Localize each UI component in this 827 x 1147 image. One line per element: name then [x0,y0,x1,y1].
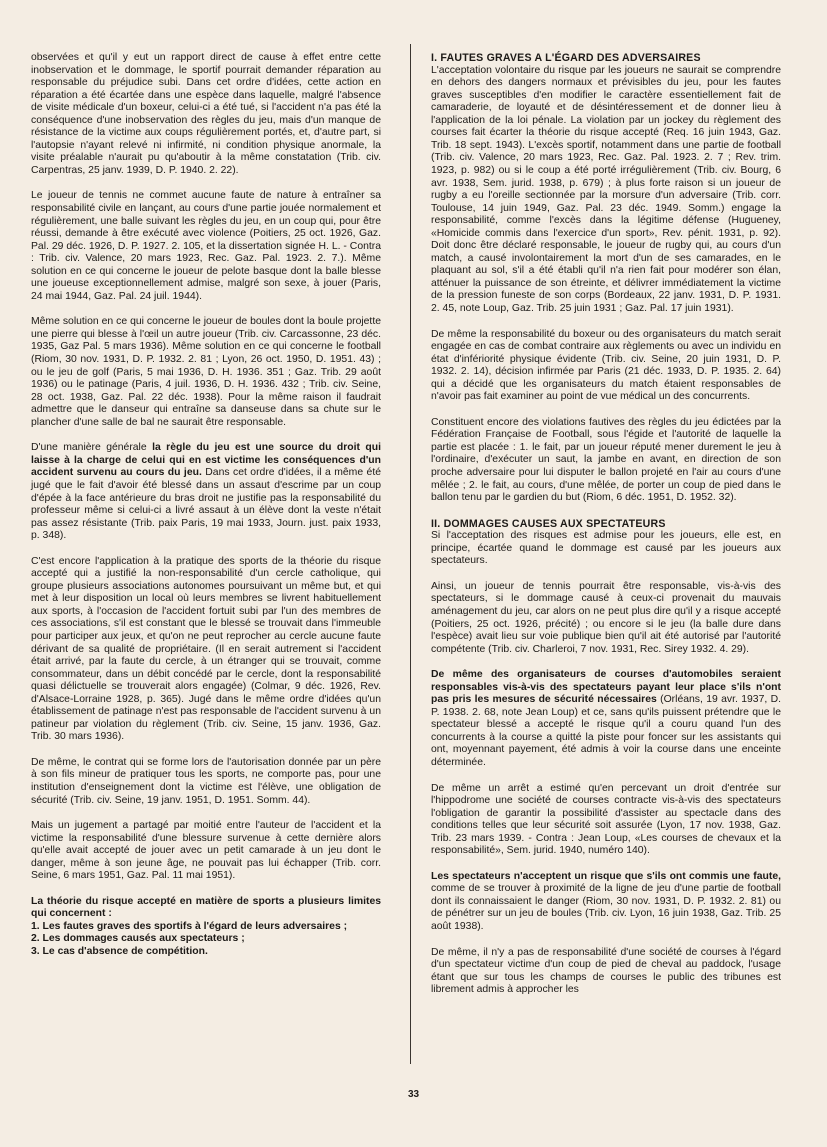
paragraph: C'est encore l'application à la pratique des sports de la théorie du risque accepté qui a justifié la non-responsabilité d'un cercle catholique, qui groupe plusieurs associations autonomes poursuivant un même but, et qui met à leur disposition un local où leurs membres se livrent habituellement aux sports, à l'occasion de l'accident fortuit subi par l'un des membres de ces associations, s'il est constant que le blessé se trouvait dans l'immeuble pour participer aux jeux, et qu'on ne peut reprocher au cercle aucune faute dérivant de sa qualité de propriétaire. (Il en serait autrement si l'accident était arrivé, par la faute du cercle, à un étranger qui se trouvait, comme consommateur, dans un débit concédé par le cercle, dont la responsabilité quasi délictuelle se trouverait alors engagée) (Colmar, 9 déc. 1926, Rev. d'Alsace-Lorraine 1928, p. 365). Jugé dans le même ordre d'idées qu'un établissement de patinage n'est pas responsable de l'accident survenu à un patineur par violation du règlement (Trib. civ. Seine, 15 janv. 1936, Gaz. Trib. 30 mars 1936). [31,555,381,743]
column-divider [410,44,411,1064]
paragraph: Constituent encore des violations fautives des règles du jeu édictées par la Fédération Française de Football, sous l'égide et l'autorité de laquelle la partie est placée : 1. le fait, par un joueur réputé mener durement le jeu à l'ordinaire, d'exécuter un saut, la jambe en avant, en direction de son proche adversaire pour lui disputer le ballon projeté en l'air au cours d'une mêlée ; 2. le fait, au cours, d'une mêlée, de porter un coup de pied dans le ballon tenu par le gardien du but (Riom, 6 déc. 1951, D. 1952. 32). [431,416,781,504]
emphasis-text: La théorie du risque accepté en matière de sports a plusieurs limites qui concernent : [31,895,381,920]
paragraph: Mais un jugement a partagé par moitié entre l'auteur de l'accident et la victime la responsabilité d'une blessure survenue à cette dernière alors qu'elle avait accepté de jouer avec un petit camarade à un jeu dont le danger, même à son jeune âge, ne pouvait pas lui échapper (Trib. corr. Seine, 6 mars 1951, Gaz. Pal. 11 mai 1951). [31,820,381,882]
list-item: 1. Les fautes graves des sportifs à l'égard de leurs adversaires ; [31,920,348,932]
paragraph-text: comme de se trouver à proximité de la ligne de jeu d'une partie de football dont ils connaissaient le danger (Riom, 30 nov. 1931, D. P. 1932. 2. 81) ou de pénétrer sur un jeu de boules (Trib. civ. Lyon, 16 juin 1938, Gaz. Trib. 25 août 1938). [431,883,781,932]
paragraph: Si l'acceptation des risques est admise pour les joueurs, elle est, en principe, écartée quand le dommage est causé par les joueurs aux spectateurs. [431,530,781,567]
paragraph [431,871,781,934]
section-heading: II. DOMMAGES CAUSES AUX SPECTATEURS [431,517,666,530]
paragraph-text: (Orléans, 19 avr. 1937, D. P. 1938. 2. 68, note Jean Loup) et ce, sans qu'ils puissent prétendre que le spectateur blessé a accepté le risque qu'il a couru quand l'un des concurrents à la course a quitté la piste pour foncer sur les assistants qui ont, moyennant payement, été admis à voir la course dans une enceinte déterminée. [431,694,781,768]
paragraph: De même, le contrat qui se forme lors de l'autorisation donnée par un père à son fils mineur de pratiquer tous les sports, ne comporte pas, pour une institution d'enseignement dont la victime est l'élève, une obligation de sécurité (Trib. civ. Seine, 19 janv. 1951, D. 1951. Somm. 44). [31,756,381,806]
limits-list [31,921,381,959]
paragraph: De même la responsabilité du boxeur ou des organisateurs du match serait engagée en cas de combat contraire aux règlements ou avec un individu en état d'infériorité physique évidente (Trib. civ. Seine, 20 juin 1931, D. P. 1932. 2. 14), décision infirmée par Paris (21 déc. 1933, D. P. 1935. 2. 64) qui a décidé que les organisateurs du match étaient responsables de n'avoir pas fait examiner au point de vue médical un des concurrents. [431,328,781,403]
emphasis-text: De même des organisateurs de courses d'automobiles seraient responsables vis-à-vis des spectateurs payant leur place s'ils n'ont pas pris les mesures de sécurité nécessaires [431,669,781,706]
emphasis-text: Les spectateurs n'acceptent un risque que s'ils ont commis une faute, [431,870,781,882]
paragraph [431,669,781,769]
paragraph: observées et qu'il y eut un rapport direct de cause à effet entre cette inobservation et le dommage, le sportif pourrait demander réparation au responsable du préjudice subi. Dans cet ordre d'idées, cette action en réparation a été écartée dans une espèce dans laquelle, malgré l'absence de visite médicale d'un boxeur, celui-ci a été tué, si l'accident n'a pas été la conséquence d'une inobservation des règles du jeu, mais d'un manque de résistance de la victime aux coups régulièrement portés, et, d'autre part, si l'autopsie n'ayant relevé ni infirmité, ni condition physique anormale, la visite préalable n'aurait pu qu'aboutir à la même constatation (Trib. civ. Carpentras, 25 janv. 1939, D. P. 1940. 2. 22). [31,52,381,176]
paragraph: Ainsi, un joueur de tennis pourrait être responsable, vis-à-vis des spectateurs, si le dommage causé à ceux-ci provenait du mauvais aménagement du jeu, car alors on ne peut plus dire qu'il y a risque accepté (Poitiers, 25 oct. 1926, précité) ; ou encore si le jeu (la balle dure dans l'espèce) avait lieu sur voie publique bien qu'il ait été autorisé par l'autorité compétente (Trib. civ. Charleroi, 7 nov. 1931, Rec. Sirey 1932. 4. 29). [431,580,781,655]
paragraph: Même solution en ce qui concerne le joueur de boules dont la boule projette une pierre qui blesse à l'œil un autre joueur (Trib. civ. Carcassonne, 23 déc. 1935, Gaz Pal. 5 mars 1936). Même solution en ce qui concerne le football (Riom, 30 nov. 1931, D. P. 1932. 2. 81 ; Lyon, 26 oct. 1950, D. 1951. 43) ; ou le jeu de golf (Paris, 5 mai 1936, D. H. 1936. 351 ; Gaz. Trib. 29 août 1936) ou le patinage (Paris, 4 juil. 1936, D. H. 1936. 432 ; Trib. civ. Seine, 28 oct. 1938, Gaz. Pal. 22 déc. 1938). Pour la même raison il faudrait admettre que le danseur qui entraîne sa danseuse dans sa chute sur le plancher d'une salle de bal ne saurait être responsable. [31,316,381,428]
section-heading: I. FAUTES GRAVES A L'ÉGARD DES ADVERSAIRES [431,52,701,64]
page-number: 33 [407,1089,420,1100]
paragraph: Le joueur de tennis ne commet aucune faute de nature à entraîner sa responsabilité civile en lançant, au cours d'une partie jouée normalement et régulièrement, une balle suivant les règles du jeu, en un coup qui, pour être réussi, demande à être exécuté avec violence (Poitiers, 25 oct. 1926, Gaz. Pal. 29 déc. 1926, D. P. 1927. 2. 105, et la dissertation signée H. L. - Contra : Trib. civ. Valence, 20 mars 1923, Rec. Gaz. Pal. 1923. 2. 7.). Même solution en ce qui concerne le joueur de pelote basque dont la balle blesse une joueuse exceptionnellement admise, malgré son sexe, à jouer (Paris, 24 mai 1944, Gaz. Pal. 24 juil. 1944). [31,190,381,302]
paragraph-limits [31,896,381,921]
list-item: 2. Les dommages causés aux spectateurs ; [31,933,245,945]
paragraph: De même, il n'y a pas de responsabilité d'une société de courses à l'égard d'un spectateur victime d'un coup de pied de cheval au paddock, l'usage étant que sur tous les champs de courses le public des tribunes est librement admis à approcher les [431,946,781,996]
paragraph: L'acceptation volontaire du risque par les joueurs ne saurait se comprendre en dehors des dangers normaux et prévisibles du jeu, pour les fautes graves susceptibles d'en modifier le caractère essentiellement fait de camaraderie, de loyauté et de désintéressement et de donner lieu à l'application de la loi pénale. La violation par un jockey du règlement des courses fait écarter la théorie du risque accepté (Req. 16 juin 1943, Gaz. Trib. 18 sept. 1943). L'excès sportif, notamment dans une partie de football (Trib. civ. Valence, 20 mars 1923, Rec. Gaz. Pal. 1923. 2. 7 ; Rev. trim. 1923, p. 982) ou si le coup a été porté irrégulièrement (Trib. civ. Bourg, 6 avr. 1938, Sem. jurid. 1938, p. 679) ; à plus forte raison si un joueur de rugby a eu l'oreille sectionnée par la morsure d'un adversaire (Trib. corr. Toulouse, 14 juin 1949, Gaz. Pal. 23 déc. 1949. Somm.) engage la responsabilité, comme l'excès dans la légitime défense (Hugueney, «Homicide commis dans l'exercice d'un sport», Rev. pénit. 1931, p. 92). Doit donc être déclaré responsable, le joueur de rugby qui, au cours d'un match, a causé involontairement la mort d'un de ses camarades, en le plaquant au sol, s'il a été établi qu'il n'a rien fait pour modérer son élan, atténuer la puissance de son étreinte, et délivrer immédiatement la victime de la pression funeste de son corps (Bordeaux, 22 janv. 1931, D. P. 1931. 2. 45, note Loup, Gaz. Trib. 25 juin 1931 ; Gaz. Pal. 17 juin 1931). [431,64,781,314]
emphasis-text: la règle du jeu est une source du droit qui laisse à la charge de celui qui en est victime les conséquences d'un accident survenu au cours du jeu. [31,442,381,479]
paragraph [31,442,381,542]
paragraph: De même un arrêt a estimé qu'en percevant un droit d'entrée sur l'hippodrome une société de courses contracte vis-à-vis des spectateurs l'obligation de garantir la possibilité d'assister au spectacle dans des conditions telles que leur sécurité soit assurée (Lyon, 17 nov. 1938, Gaz. Trib. 23 mars 1939. - Contra : Jean Loup, «Les courses de chevaux et la responsabilité», Sem. jurid. 1940, numéro 140). [431,782,781,857]
paragraph-text: Dans cet ordre d'idées, il a même été jugé que le fait d'avoir été blessé dans un assaut d'escrime par un coup d'épée à la face antérieure du bras droit ne justifie pas la responsabilité du professeur même si celui-ci a livré assaut à un élève dont la veste n'était pas assez résistante (Trib. paix Paris, 19 mai 1933, Journ. just. paix 1933, p. 348). [31,467,382,542]
left-column [31,52,381,959]
paragraph-text: D'une manière générale [31,442,153,454]
right-column [431,52,781,1010]
list-item: 3. Le cas d'absence de compétition. [31,946,208,957]
